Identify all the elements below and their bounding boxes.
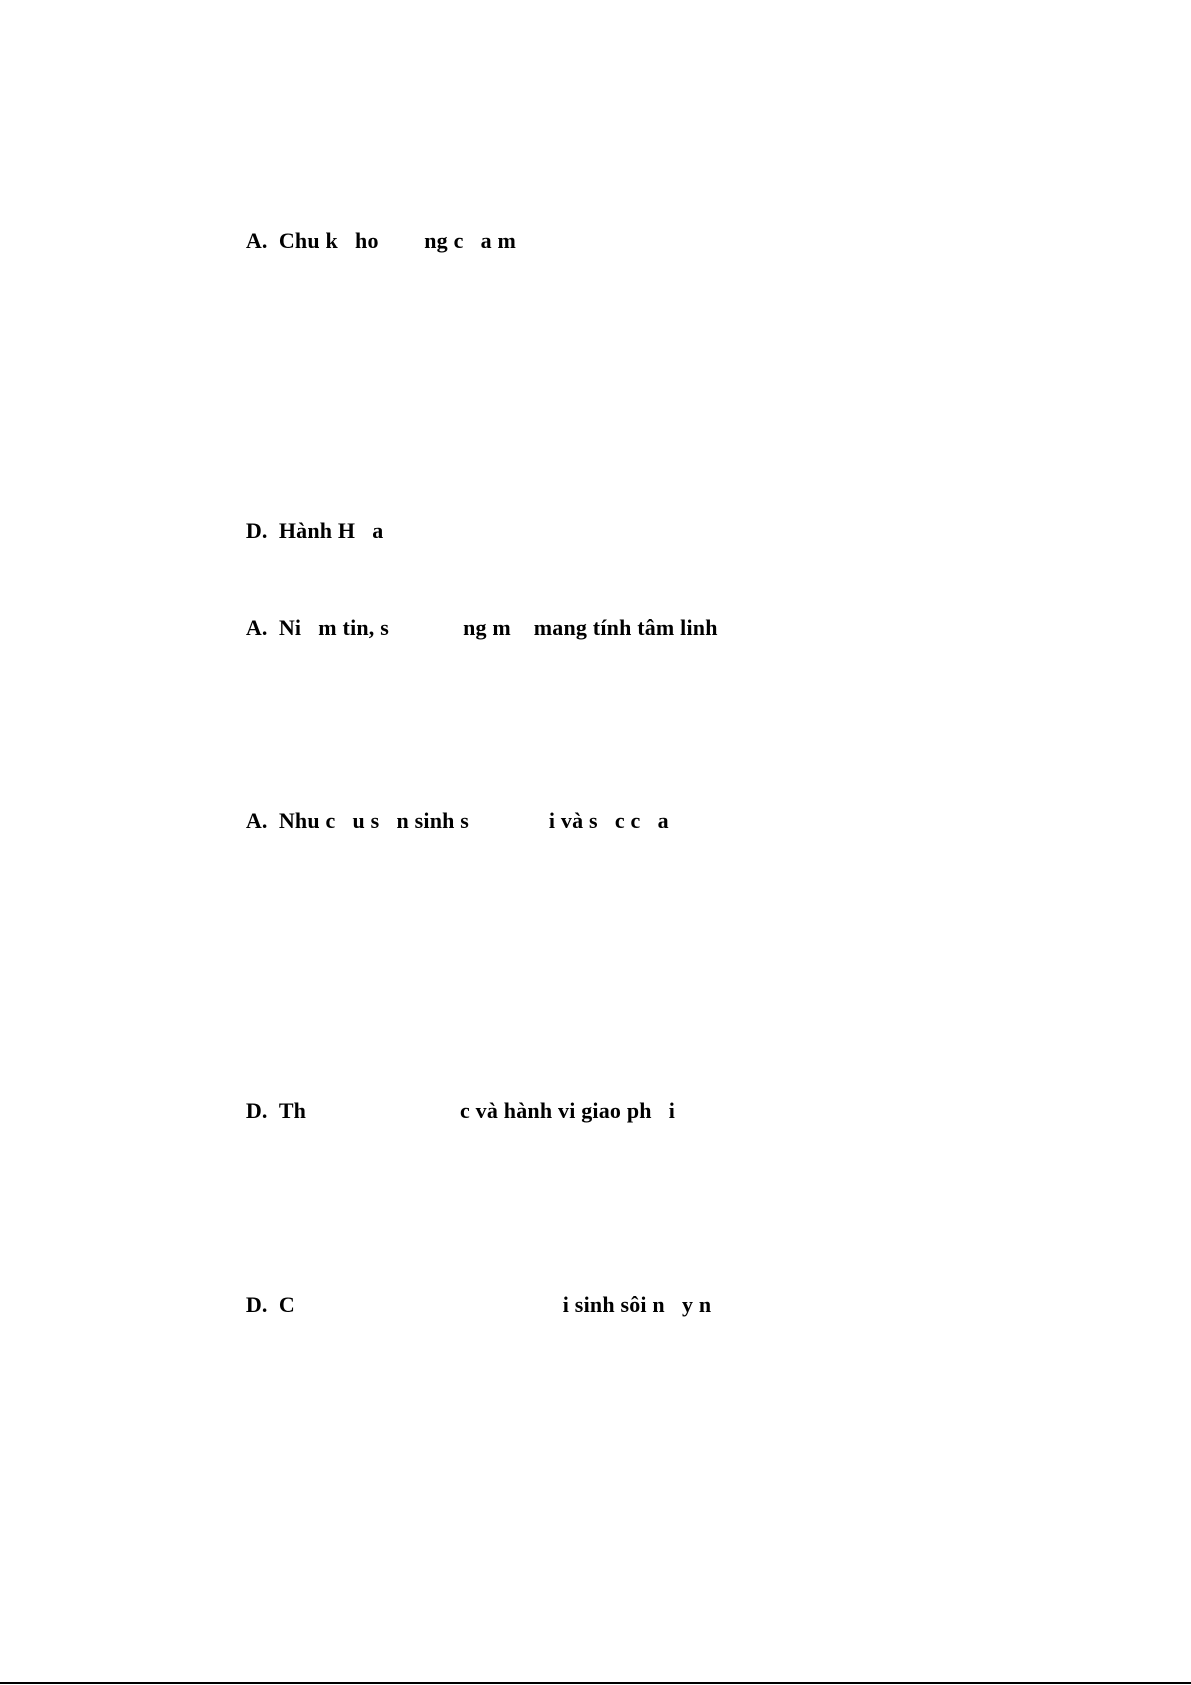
option-text: C i sinh sôi n y n: [278, 1292, 712, 1317]
option-text: Ni m tin, s ng m mang tính tâm linh: [278, 615, 718, 640]
option-line-6: [223, 1266, 711, 1344]
option-line-3: [223, 589, 718, 667]
footer-rule: [0, 1682, 1191, 1684]
option-line-1: [223, 202, 516, 280]
option-text: Nhu c u s n sinh s i và s c c a: [278, 808, 669, 833]
option-line-5: [223, 1072, 675, 1150]
option-letter: A.: [245, 808, 268, 833]
option-letter: D.: [245, 1098, 268, 1123]
option-text: Hành H a: [278, 518, 384, 543]
option-letter: A.: [245, 615, 268, 640]
option-letter: D.: [245, 1292, 268, 1317]
option-letter: A.: [245, 228, 268, 253]
option-text: Chu k ho ng c a m: [278, 228, 517, 253]
option-line-4: [223, 782, 669, 860]
option-line-2: [223, 492, 384, 570]
option-letter: D.: [245, 518, 268, 543]
option-text: Th c và hành vi giao ph i: [278, 1098, 676, 1123]
